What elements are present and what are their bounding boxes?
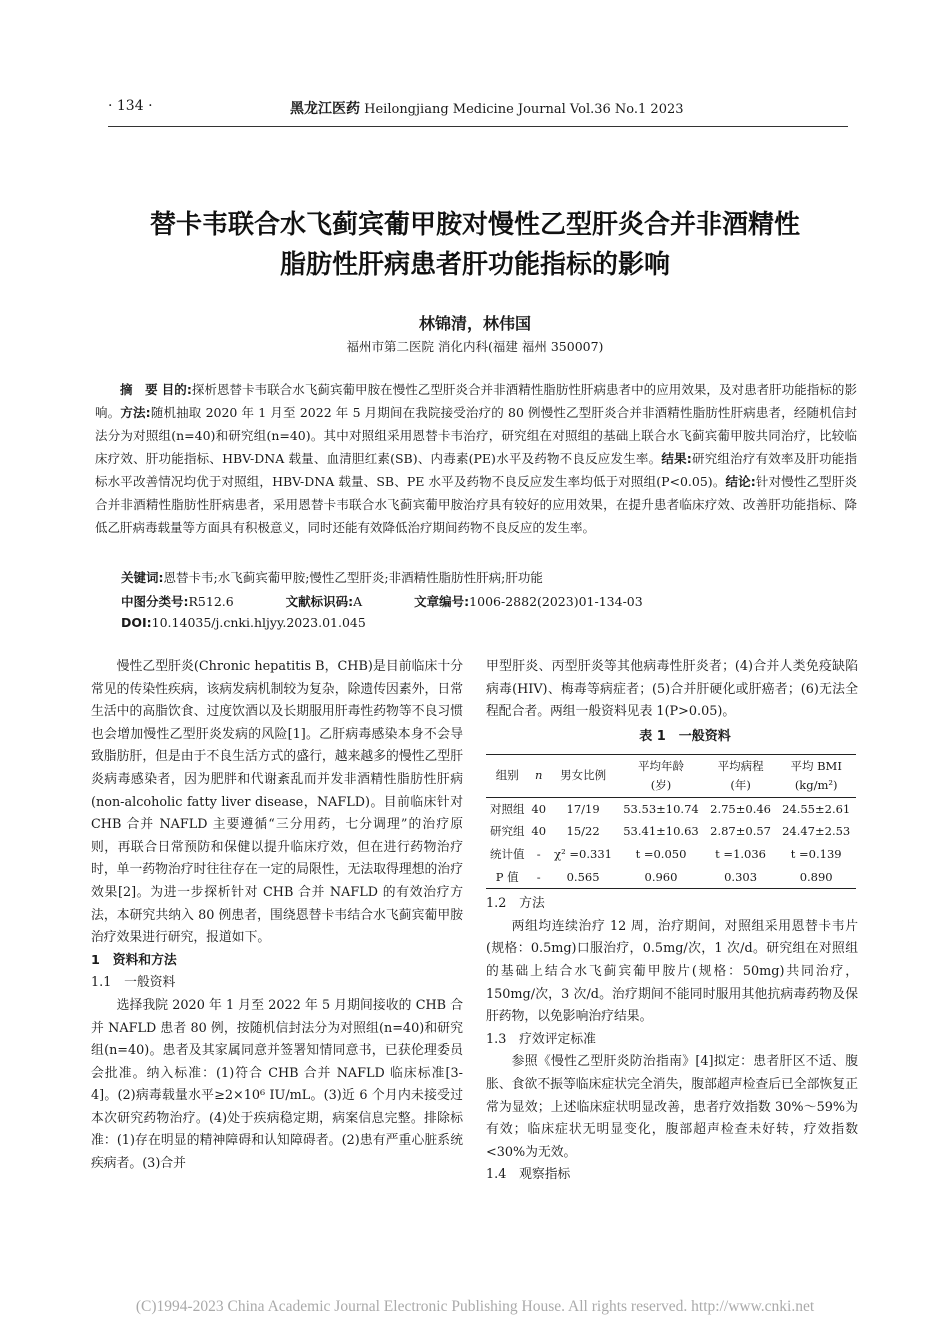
left-column (91, 656, 463, 1176)
clc-label: 中图分类号: (121, 594, 189, 609)
article-title (60, 205, 890, 285)
running-header (0, 98, 950, 118)
doi-label: DOI: (121, 615, 152, 630)
intro-paragraph: 慢性乙型肝炎(Chronic hepatitis B，CHB)是目前临床十分常见的传染性疾病，该病发病机制较为复杂，除遗传因素外，日常生活中的高脂饮食、过度饮酒以及长期服用肝毒性药物等不良习惯也会增加慢性乙型肝炎发病的风险[1]。乙肝病毒感染本身不会导致脂肪肝，但是由于不良生活方式的盛行，越来越多的慢性乙型肝炎病毒感染者，因为肥胖和代谢紊乱而并发非酒精性脂肪性肝病(non-alcoholic fatty liver disease，NAFLD)。目前临床针对 CHB 合并 NAFLD 主要遵循“三分用药，七分调理”的治疗原则，再联合日常预防和保健以提升临床疗效，但在进行药物治疗时，单一药物治疗时往往存在一定的局限性，无法取得理想的治疗效果[2]。为进一步探析针对 CHB 合并 NAFLD 的有效治疗方法，本研究共纳入 80 例患者，围绕恩替卡韦结合水飞蓟宾葡甲胺治疗效果进行研究，报道如下。 (91, 659, 463, 946)
keywords-text: 恩替卡韦;水飞蓟宾葡甲胺;慢性乙型肝炎;非酒精性脂肪性肝病;肝功能 (163, 570, 543, 585)
conclusion-label: 结论: (725, 474, 756, 489)
col-header-group: 组别 (486, 754, 528, 797)
doi-line (121, 615, 366, 630)
table-1-title: 表 1 一般资料 (639, 728, 731, 744)
doc-code-value: A (353, 594, 363, 609)
table-header-row (486, 754, 856, 797)
abstract-method: 随机抽取 2020 年 1 月至 2022 年 5 月期间在我院接受治疗的 80 例慢性乙型肝炎合并非酒精性脂肪性肝病患者，经随机信封法分为对照组(n=40)和研究组(n=40)。其中对照组采用恩替卡韦治疗，研究组在对照组的基础上联合水飞蓟宾葡甲胺共同治疗，比较临床疗效、肝功能指标、HBV-DNA 载量、血清胆红素(SB)、内毒素(PE)水平及药物不良反应发生率。 (95, 405, 858, 466)
title-line-1: 替卡韦联合水飞蓟宾葡甲胺对慢性乙型肝炎合并非酒精性 (149, 210, 800, 240)
col-header-bmi: 平均 BMI (kg/m²) (776, 754, 856, 797)
abstract-result: 研究组治疗有效率及肝功能指标水平改善情况均优于对照组，HBV-DNA 载量、SB、PE 水平及药物不良反应发生率均低于对照组(P<0.05)。 (95, 451, 857, 489)
method-label: 方法: (120, 405, 151, 420)
table-row: 研究组 40 15/22 53.41±10.63 2.87±0.57 24.47±2.53 (489, 824, 851, 839)
section-1-3-heading: 1.3 疗效评定标准 (486, 1031, 596, 1047)
article-no-value: 1006-2882(2023)01-134-03 (469, 594, 643, 609)
method-paragraph: 两组均连续治疗 12 周，治疗期间，对照组采用恩替卡韦片(规格：0.5mg)口服治疗，0.5mg/次，1 次/d。研究组在对照组的基础上结合水飞蓟宾葡甲胺片(规格：50mg)共同治疗，150mg/次，3 次/d。治疗期间不能同时服用其他抗病毒药物及保肝药物，以免影响治疗结果。 (486, 918, 858, 1025)
purpose-label: 目的: (161, 382, 192, 397)
col-header-course: 平均病程 (年) (705, 754, 777, 797)
journal-name-en: Heilongjiang Medicine Journal Vol.36 No.1 2023 (364, 102, 684, 117)
authors: 林锦清，林伟国 (418, 314, 531, 333)
page-number: · 134 · (108, 98, 153, 114)
header-rule (108, 126, 848, 127)
doi-value: 10.14035/j.cnki.hljyy.2023.01.045 (151, 615, 366, 630)
efficacy-paragraph: 参照《慢性乙型肝炎防治指南》[4]拟定：患者肝区不适、腹胀、食欲不振等临床症状完全消失，腹部超声检查后已全部恢复正常为显效；上述临床症状明显改善，患者疗效指数 30%～59%为有效；临床症状无明显变化，腹部超声检查未好转，疗效指数<30%为无效。 (486, 1054, 858, 1160)
abstract-label: 摘 要 (120, 382, 158, 397)
keywords-label: 关键词: (121, 570, 164, 585)
table-row: 对照组 40 17/19 53.53±10.74 2.75±0.46 24.55±2.61 (489, 801, 851, 816)
general-info-paragraph: 选择我院 2020 年 1 月至 2022 年 5 月期间接收的 CHB 合并 NAFLD 患者 80 例，按随机信封法分为对照组(n=40)和研究组(n=40)。患者及其家属同意并签署知情同意书，已获伦理委员会批准。纳入标准：(1)符合 CHB 合并 NAFLD 临床标准[3-4]。(2)病毒载量水平≥2×10⁶ IU/mL。(3)近 6 个月内未接受过本次研究药物治疗。(4)处于疾病稳定期，病案信息完整。排除标准：(1)存在明显的精神障碍和认知障碍者。(2)患有严重心脏系统疾病者。(3)合并 (91, 997, 463, 1172)
section-1-heading: 1 资料和方法 (91, 952, 177, 968)
table-row: P 值 - 0.565 0.960 0.303 0.890 (486, 866, 856, 889)
result-label: 结果: (661, 451, 692, 466)
doc-code-label: 文献标识码: (285, 594, 354, 609)
title-line-2: 脂肪性肝病患者肝功能指标的影响 (279, 250, 670, 280)
col-header-n: n (528, 754, 549, 797)
keywords (121, 568, 543, 586)
col-header-age: 平均年龄 (岁) (617, 754, 705, 797)
table-1 (486, 754, 856, 889)
right-column (486, 656, 858, 1187)
copyright-footer: (C)1994-2023 China Academic Journal Electronic Publishing House. All rights reserved. http://www.cnki.net (135, 1298, 815, 1315)
abstract-conclusion: 针对慢性乙型肝炎合并非酒精性脂肪性肝病患者，采用恩替卡韦联合水飞蓟宾葡甲胺治疗具有较好的应用效果，在提升患者临床疗效、改善肝功能指标、降低乙肝病毒载量等方面具有积极意义，同时还能有效降低治疗期间药物不良反应的发生率。 (95, 474, 857, 535)
journal-name (290, 98, 684, 118)
section-1-2-heading: 1.2 方法 (486, 896, 545, 912)
affiliation: 福州市第二医院 消化内科(福建 福州 350007) (346, 339, 604, 354)
criteria-continued: 甲型肝炎、丙型肝炎等其他病毒性肝炎者；(4)合并人类免疫缺陷病毒(HIV)、梅毒等病症者；(5)合并肝硬化或肝癌者；(6)无法全程配合者。两组一般资料见表 1(P>0.05)。 (486, 659, 858, 720)
classification-line (121, 592, 643, 610)
section-1-4-heading: 1.4 观察指标 (486, 1167, 571, 1183)
article-no-label: 文章编号: (414, 594, 470, 609)
section-1-1-heading: 1.1 一般资料 (91, 975, 176, 991)
table-row: 统计值 - χ² =0.331 t =0.050 t =1.036 t =0.139 (489, 846, 842, 861)
abstract (95, 378, 857, 539)
col-header-sex-ratio: 男女比例 (549, 754, 617, 797)
journal-name-cn: 黑龙江医药 (290, 101, 360, 117)
clc-value: R512.6 (188, 594, 234, 609)
abstract-purpose: 探析恩替卡韦联合水飞蓟宾葡甲胺在慢性乙型肝炎合并非酒精性脂肪性肝病患者中的应用效果，及对患者肝功能指标的影响。 (95, 382, 857, 420)
